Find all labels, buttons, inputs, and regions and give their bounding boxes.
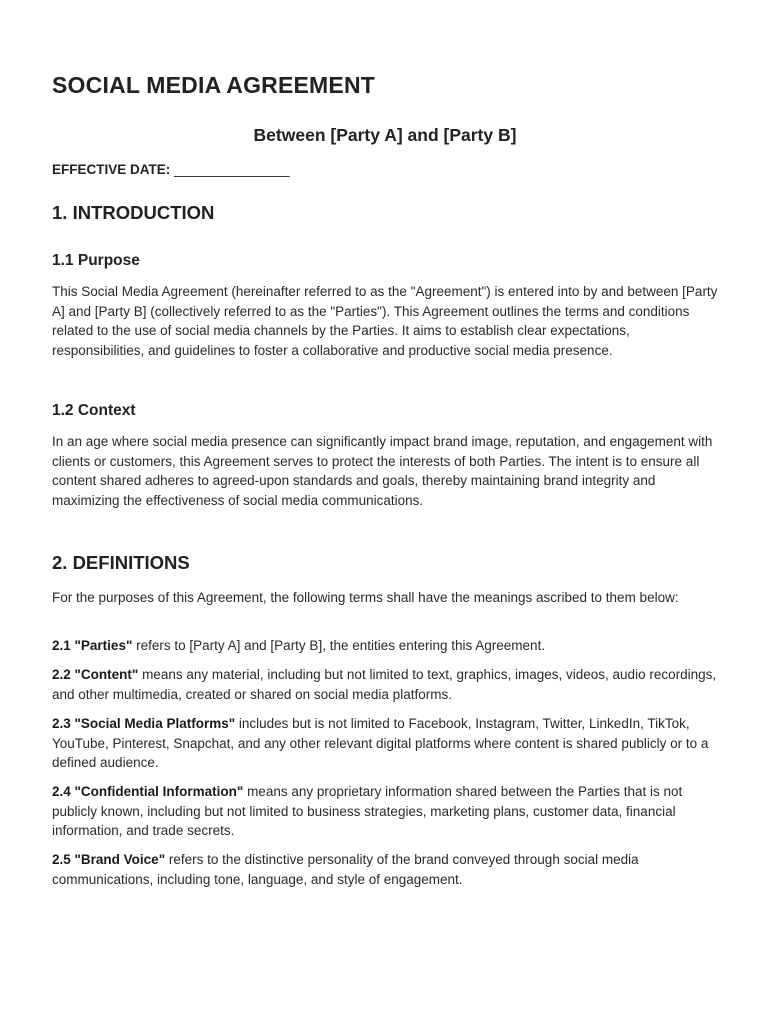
definition-term: 2.1 "Parties" (52, 638, 133, 653)
definition-text: means any proprietary information shared between the Parties that is not publicly known, including but not limited to business strategies, marketing plans, customer data, financial information, and trade secrets. (52, 784, 683, 839)
definition-text: includes but is not limited to Facebook, Instagram, Twitter, LinkedIn, TikTok, YouTube, Pinterest, Snapchat, and any other relevant digital platforms where content is shared publicly or to a defined audience. (52, 716, 709, 771)
subsection-heading-purpose: 1.1 Purpose (52, 252, 140, 269)
definition-term: 2.2 "Content" (52, 667, 139, 682)
definition-item-content (52, 665, 724, 704)
document-subtitle: Between [Party A] and [Party B] (253, 125, 517, 145)
definition-item-confidential-information (52, 782, 724, 841)
definition-item-social-media-platforms (52, 714, 724, 773)
definition-text: refers to [Party A] and [Party B], the entities entering this Agreement. (132, 638, 546, 653)
definition-text: refers to the distinctive personality of the brand conveyed through social media communications, including tone, language, and style of engagement. (52, 852, 639, 887)
purpose-paragraph: This Social Media Agreement (hereinafter referred to as the "Agreement") is entered into by and between [Party A] and [Party B] (collectively referred to as the "Parties"). This Agreement outlines the terms and conditions related to the use of social media channels by the Parties. It aims to establish clear expectations, responsibilities, and guidelines to foster a collaborative and productive social media presence. (52, 284, 718, 358)
effective-date-blank: ________________ (174, 162, 290, 177)
effective-date-line (52, 161, 289, 179)
definition-term: 2.3 "Social Media Platforms" (52, 716, 236, 731)
definition-item-parties (52, 636, 724, 656)
document-title: SOCIAL MEDIA AGREEMENT (52, 72, 376, 98)
context-paragraph: In an age where social media presence can significantly impact brand image, reputation, and engagement with clients or customers, this Agreement serves to protect the interests of both Parties. The intent is to ensure all content shared adheres to agreed-upon standards and goals, thereby maintaining brand integrity and maximizing the effectiveness of social media communications. (52, 434, 713, 508)
section-heading-definitions: 2. DEFINITIONS (52, 552, 190, 573)
subsection-heading-context: 1.2 Context (52, 402, 136, 419)
definition-term: 2.5 "Brand Voice" (52, 852, 166, 867)
definition-term: 2.4 "Confidential Information" (52, 784, 244, 799)
definition-item-brand-voice (52, 850, 724, 889)
definition-text: means any material, including but not limited to text, graphics, images, videos, audio recordings, and other multimedia, created or shared on social media platforms. (52, 667, 717, 702)
effective-date-label: EFFECTIVE DATE: (52, 162, 171, 177)
section-heading-introduction: 1. INTRODUCTION (52, 202, 215, 223)
definitions-intro-paragraph: For the purposes of this Agreement, the following terms shall have the meanings ascribed to them below: (52, 590, 679, 605)
